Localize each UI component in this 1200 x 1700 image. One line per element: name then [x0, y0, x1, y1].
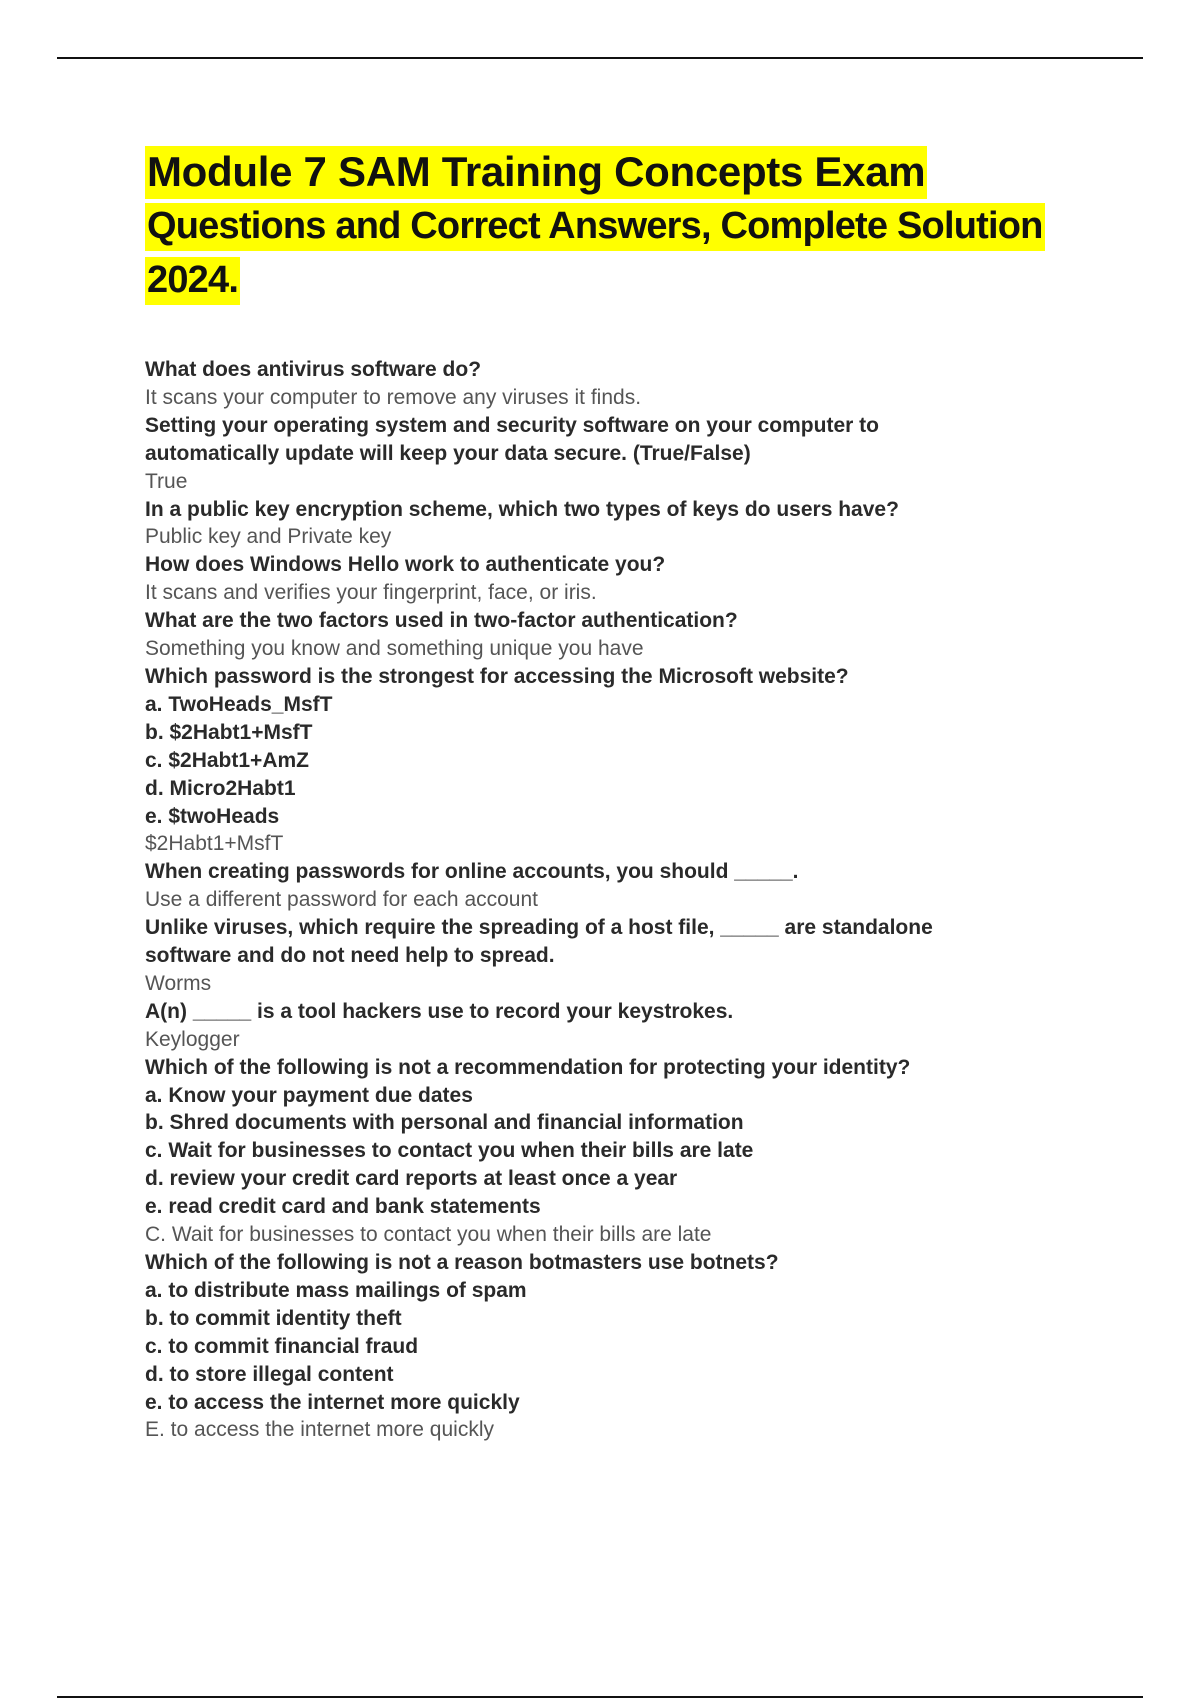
- answer-text: True: [145, 469, 188, 493]
- answer-text: Use a different password for each account: [145, 888, 539, 912]
- question-text: When creating passwords for online accounts, you should _____.: [145, 860, 799, 884]
- question-text: a. TwoHeads_MsfT: [145, 692, 333, 716]
- question-text: c. to commit financial fraud: [145, 1334, 419, 1358]
- question-text: Setting your operating system and security software on your computer to: [145, 413, 879, 437]
- qa-list: [145, 356, 1105, 1444]
- question-text: a. to distribute mass mailings of spam: [145, 1278, 527, 1302]
- question-text: b. $2Habt1+MsfT: [145, 720, 313, 744]
- answer-text: Worms: [145, 971, 212, 995]
- question-text: What are the two factors used in two-factor authentication?: [145, 609, 738, 633]
- answer-text: Something you know and something unique you have: [145, 637, 644, 661]
- question-text: e. $twoHeads: [145, 804, 280, 828]
- document-title: [145, 145, 1145, 307]
- question-text: e. to access the internet more quickly: [145, 1390, 520, 1414]
- title-line-1: Module 7 SAM Training Concepts Exam: [145, 146, 927, 199]
- title-line-3: 2024.: [145, 257, 240, 305]
- footer-rule: [57, 1696, 1143, 1698]
- question-text: Which of the following is not a reason botmasters use botnets?: [145, 1251, 779, 1274]
- question-text: How does Windows Hello work to authenticate you?: [145, 553, 666, 577]
- answer-text: E. to access the internet more quickly: [145, 1418, 494, 1442]
- question-text: Which password is the strongest for accessing the Microsoft website?: [145, 664, 849, 688]
- title-line-2: Questions and Correct Answers, Complete Solution: [145, 203, 1045, 251]
- question-text: d. review your credit card reports at least once a year: [145, 1167, 678, 1191]
- question-text: d. to store illegal content: [145, 1362, 394, 1386]
- answer-text: $2Habt1+MsfT: [145, 832, 284, 856]
- question-text: Unlike viruses, which require the spreading of a host file, _____ are standalone: [145, 916, 933, 940]
- answer-text: Keylogger: [145, 1027, 240, 1051]
- question-text: c. $2Habt1+AmZ: [145, 748, 309, 772]
- question-text: b. Shred documents with personal and financial information: [145, 1111, 744, 1135]
- question-text: e. read credit card and bank statements: [145, 1195, 541, 1219]
- question-text: A(n) _____ is a tool hackers use to record your keystrokes.: [145, 999, 734, 1023]
- question-text: In a public key encryption scheme, which two types of keys do users have?: [145, 497, 899, 521]
- answer-text: It scans and verifies your fingerprint, face, or iris.: [145, 581, 597, 605]
- question-text: b. to commit identity theft: [145, 1306, 402, 1330]
- answer-text: Public key and Private key: [145, 525, 392, 549]
- question-text: Which of the following is not a recommendation for protecting your identity?: [145, 1055, 911, 1079]
- answer-text: It scans your computer to remove any viruses it finds.: [145, 385, 642, 409]
- answer-text: C. Wait for businesses to contact you when their bills are late: [145, 1223, 712, 1247]
- header-rule: [57, 57, 1143, 59]
- question-text: a. Know your payment due dates: [145, 1083, 473, 1107]
- question-text: c. Wait for businesses to contact you when their bills are late: [145, 1139, 754, 1163]
- question-text: d. Micro2Habt1: [145, 776, 296, 800]
- question-text: automatically update will keep your data secure. (True/False): [145, 441, 751, 465]
- question-text: software and do not need help to spread.: [145, 944, 555, 968]
- question-text: What does antivirus software do?: [145, 358, 482, 381]
